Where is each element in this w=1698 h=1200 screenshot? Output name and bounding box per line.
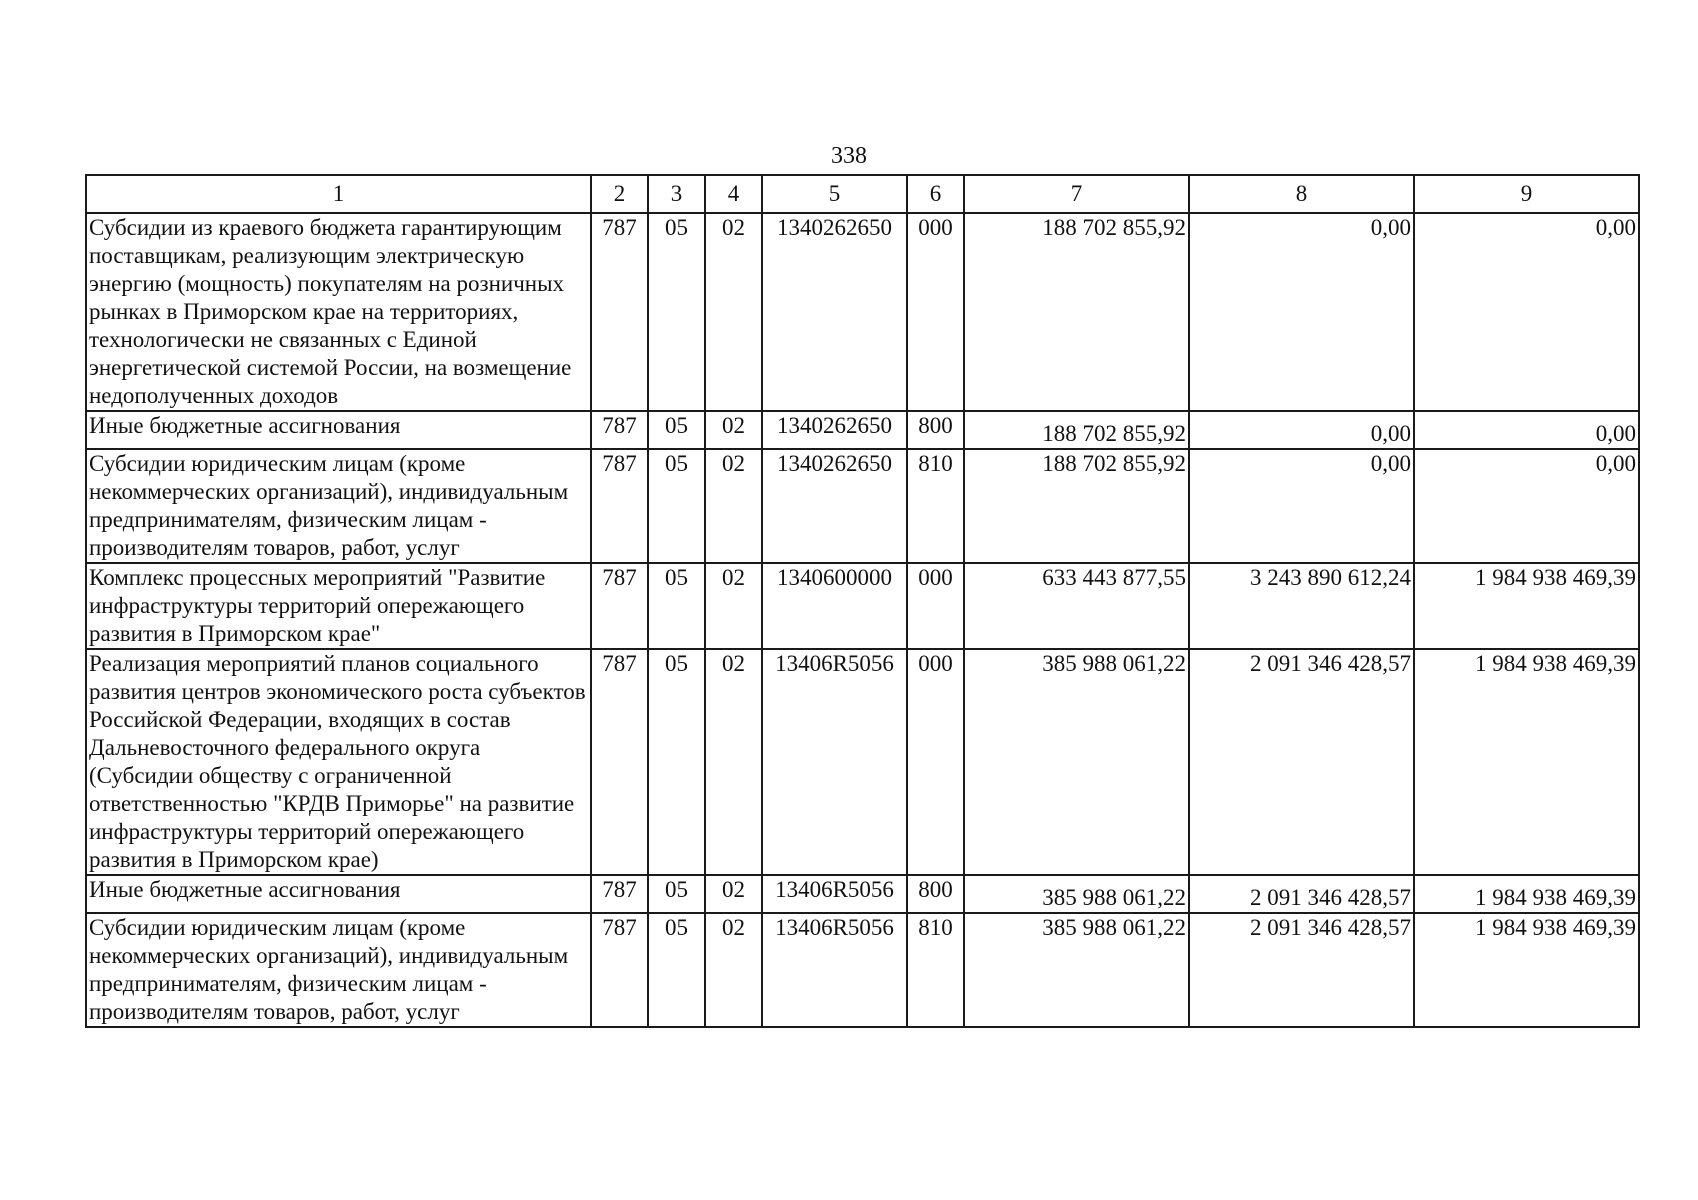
ministry-code: 787 [591, 563, 648, 649]
column-header: 3 [648, 175, 705, 213]
header-row [86, 175, 1639, 213]
ministry-code: 787 [591, 875, 648, 913]
subsection-code: 02 [705, 411, 762, 449]
section-code: 05 [648, 649, 705, 875]
amount-col9: 0,00 [1414, 213, 1639, 411]
column-header: 5 [762, 175, 907, 213]
column-header: 7 [964, 175, 1189, 213]
section-code: 05 [648, 875, 705, 913]
row-description: Субсидии из краевого бюджета гарантирующим поставщикам, реализующим электрическую энергию (мощность) покупателям на розничных рынках в Приморском крае на территориях, технологически не связанных с Единой энергетической системой России, на возмещение недополученных доходов [86, 213, 591, 411]
target-article-code: 13406R5056 [762, 875, 907, 913]
budget-table [85, 174, 1640, 1028]
amount-col7: 188 702 855,92 [964, 411, 1189, 449]
amount-col7: 385 988 061,22 [964, 913, 1189, 1027]
amount-col9: 1 984 938 469,39 [1414, 563, 1639, 649]
row-description: Субсидии юридическим лицам (кроме некоммерческих организаций), индивидуальным предпринимателям, физическим лицам - производителям товаров, работ, услуг [86, 449, 591, 563]
row-description: Иные бюджетные ассигнования [86, 411, 591, 449]
ministry-code: 787 [591, 213, 648, 411]
amount-col7: 385 988 061,22 [964, 649, 1189, 875]
table-row [86, 213, 1639, 411]
expense-type-code: 000 [907, 563, 964, 649]
target-article-code: 1340600000 [762, 563, 907, 649]
ministry-code: 787 [591, 649, 648, 875]
row-description: Реализация мероприятий планов социального развития центров экономического роста субъектов Российской Федерации, входящих в состав Дальневосточного федерального округа (Субсидии обществу с ограниченной ответственностью "КРДВ Приморье" на развитие инфраструктуры территорий опережающего развития в Приморском крае) [86, 649, 591, 875]
table-row [86, 913, 1639, 1027]
amount-col9: 1 984 938 469,39 [1414, 649, 1639, 875]
column-header: 1 [86, 175, 591, 213]
table-row [86, 449, 1639, 563]
expense-type-code: 000 [907, 213, 964, 411]
row-description: Комплекс процессных мероприятий "Развитие инфраструктуры территорий опережающего развития в Приморском крае" [86, 563, 591, 649]
expense-type-code: 000 [907, 649, 964, 875]
amount-col8: 2 091 346 428,57 [1189, 913, 1414, 1027]
amount-col7: 633 443 877,55 [964, 563, 1189, 649]
section-code: 05 [648, 563, 705, 649]
amount-col9: 0,00 [1414, 411, 1639, 449]
subsection-code: 02 [705, 913, 762, 1027]
amount-col7: 188 702 855,92 [964, 449, 1189, 563]
subsection-code: 02 [705, 213, 762, 411]
subsection-code: 02 [705, 875, 762, 913]
section-code: 05 [648, 913, 705, 1027]
expense-type-code: 800 [907, 411, 964, 449]
table-row [86, 649, 1639, 875]
section-code: 05 [648, 449, 705, 563]
amount-col8: 3 243 890 612,24 [1189, 563, 1414, 649]
target-article-code: 13406R5056 [762, 649, 907, 875]
target-article-code: 1340262650 [762, 449, 907, 563]
amount-col8: 0,00 [1189, 449, 1414, 563]
ministry-code: 787 [591, 449, 648, 563]
section-code: 05 [648, 213, 705, 411]
table-row [86, 875, 1639, 913]
amount-col8: 0,00 [1189, 213, 1414, 411]
table-row [86, 411, 1639, 449]
subsection-code: 02 [705, 449, 762, 563]
ministry-code: 787 [591, 411, 648, 449]
amount-col9: 1 984 938 469,39 [1414, 913, 1639, 1027]
amount-col8: 2 091 346 428,57 [1189, 649, 1414, 875]
amount-col7: 188 702 855,92 [964, 213, 1189, 411]
subsection-code: 02 [705, 649, 762, 875]
section-code: 05 [648, 411, 705, 449]
target-article-code: 1340262650 [762, 411, 907, 449]
expense-type-code: 810 [907, 913, 964, 1027]
amount-col7: 385 988 061,22 [964, 875, 1189, 913]
amount-col9: 1 984 938 469,39 [1414, 875, 1639, 913]
column-header: 2 [591, 175, 648, 213]
page-number: 338 [831, 143, 867, 169]
target-article-code: 1340262650 [762, 213, 907, 411]
column-header: 9 [1414, 175, 1639, 213]
table-row [86, 563, 1639, 649]
row-description: Субсидии юридическим лицам (кроме некоммерческих организаций), индивидуальным предпринимателям, физическим лицам - производителям товаров, работ, услуг [86, 913, 591, 1027]
row-description: Иные бюджетные ассигнования [86, 875, 591, 913]
expense-type-code: 800 [907, 875, 964, 913]
amount-col8: 0,00 [1189, 411, 1414, 449]
amount-col9: 0,00 [1414, 449, 1639, 563]
column-header: 8 [1189, 175, 1414, 213]
column-header: 4 [705, 175, 762, 213]
target-article-code: 13406R5056 [762, 913, 907, 1027]
ministry-code: 787 [591, 913, 648, 1027]
subsection-code: 02 [705, 563, 762, 649]
column-header: 6 [907, 175, 964, 213]
amount-col8: 2 091 346 428,57 [1189, 875, 1414, 913]
expense-type-code: 810 [907, 449, 964, 563]
